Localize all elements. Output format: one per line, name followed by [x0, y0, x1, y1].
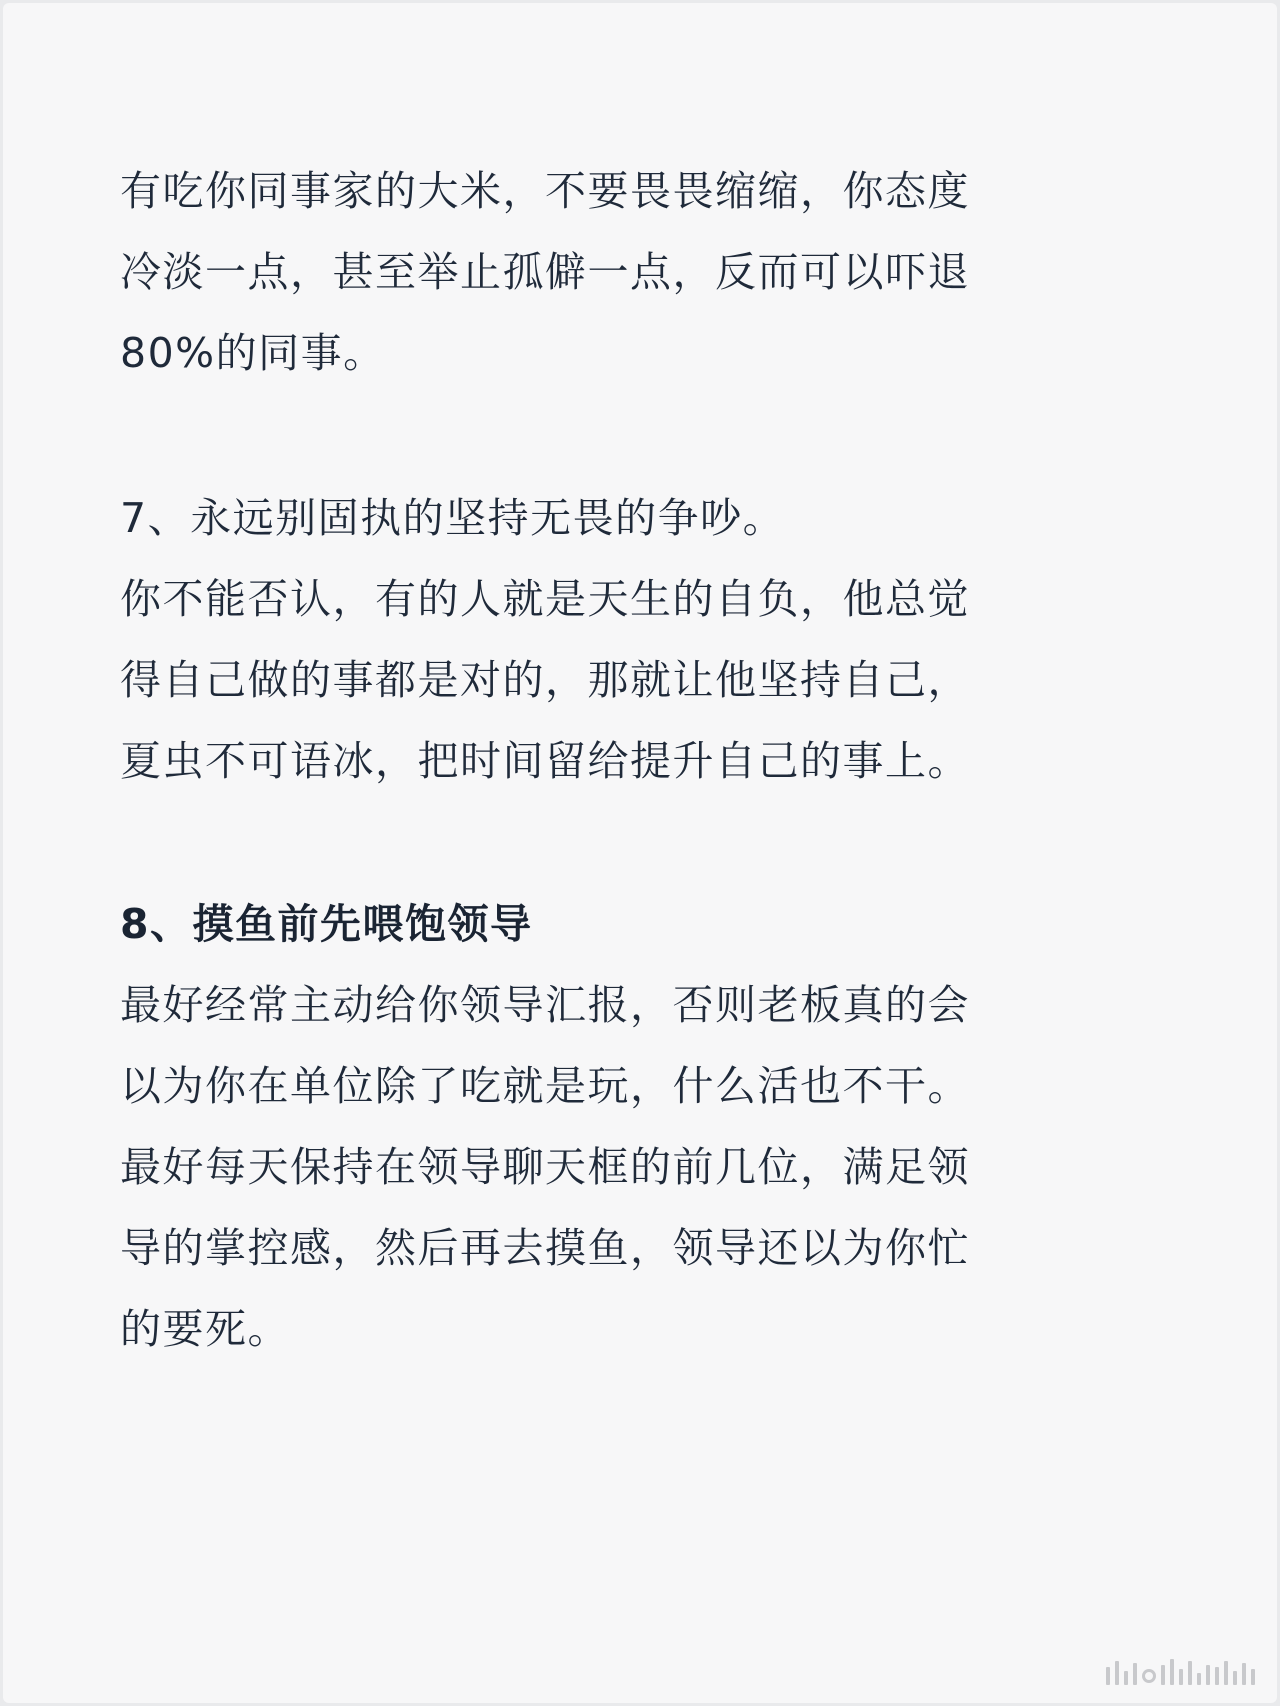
paragraph-line: 有吃你同事家的大米，不要畏畏缩缩，你态度 [120, 167, 970, 215]
watermark-mark [1197, 1673, 1201, 1685]
paragraph-line: 夏虫不可语冰，把时间留给提升自己的事上。 [120, 737, 970, 785]
watermark-mark [1115, 1661, 1119, 1685]
paragraph-line: 你不能否认，有的人就是天生的自负，他总觉 [120, 575, 970, 623]
section-8-heading: 8、摸鱼前先喂饱领导 [120, 900, 533, 948]
paragraph-line: 80%的同事。 [120, 329, 386, 377]
watermark-mark [1242, 1663, 1246, 1685]
watermark-mark [1161, 1665, 1165, 1685]
section-7 [120, 478, 1140, 802]
article-page [3, 3, 1277, 1703]
watermark-mark [1224, 1661, 1228, 1685]
watermark-mark [1133, 1663, 1137, 1685]
section-8 [120, 884, 1140, 1370]
paragraph-line: 冷淡一点，甚至举止孤僻一点，反而可以吓退 [120, 248, 970, 296]
watermark-mark [1233, 1671, 1237, 1685]
watermark-mark [1215, 1667, 1219, 1685]
watermark-mark [1142, 1669, 1156, 1683]
paragraph-line: 的要死。 [120, 1305, 290, 1353]
watermark-mark [1170, 1659, 1174, 1685]
watermark-mark [1251, 1669, 1255, 1685]
paragraph-1 [120, 151, 1140, 394]
paragraph-line: 以为你在单位除了吃就是玩，什么活也不干。 [120, 1062, 970, 1110]
paragraph-line: 最好经常主动给你领导汇报，否则老板真的会 [120, 981, 970, 1029]
paragraph-line: 导的掌控感，然后再去摸鱼，领导还以为你忙 [120, 1224, 970, 1272]
watermark-mark [1179, 1669, 1183, 1685]
watermark-mark [1206, 1665, 1210, 1685]
paragraph-line: 得自己做的事都是对的，那就让他坚持自己， [120, 656, 970, 704]
watermark-mark [1106, 1667, 1110, 1685]
paragraph-line: 最好每天保持在领导聊天框的前几位，满足领 [120, 1143, 970, 1191]
watermark-mark [1124, 1671, 1128, 1685]
section-7-heading: 7、永远别固执的坚持无畏的争吵。 [120, 494, 786, 542]
watermark-logo [1106, 1653, 1255, 1685]
watermark-mark [1188, 1661, 1192, 1685]
